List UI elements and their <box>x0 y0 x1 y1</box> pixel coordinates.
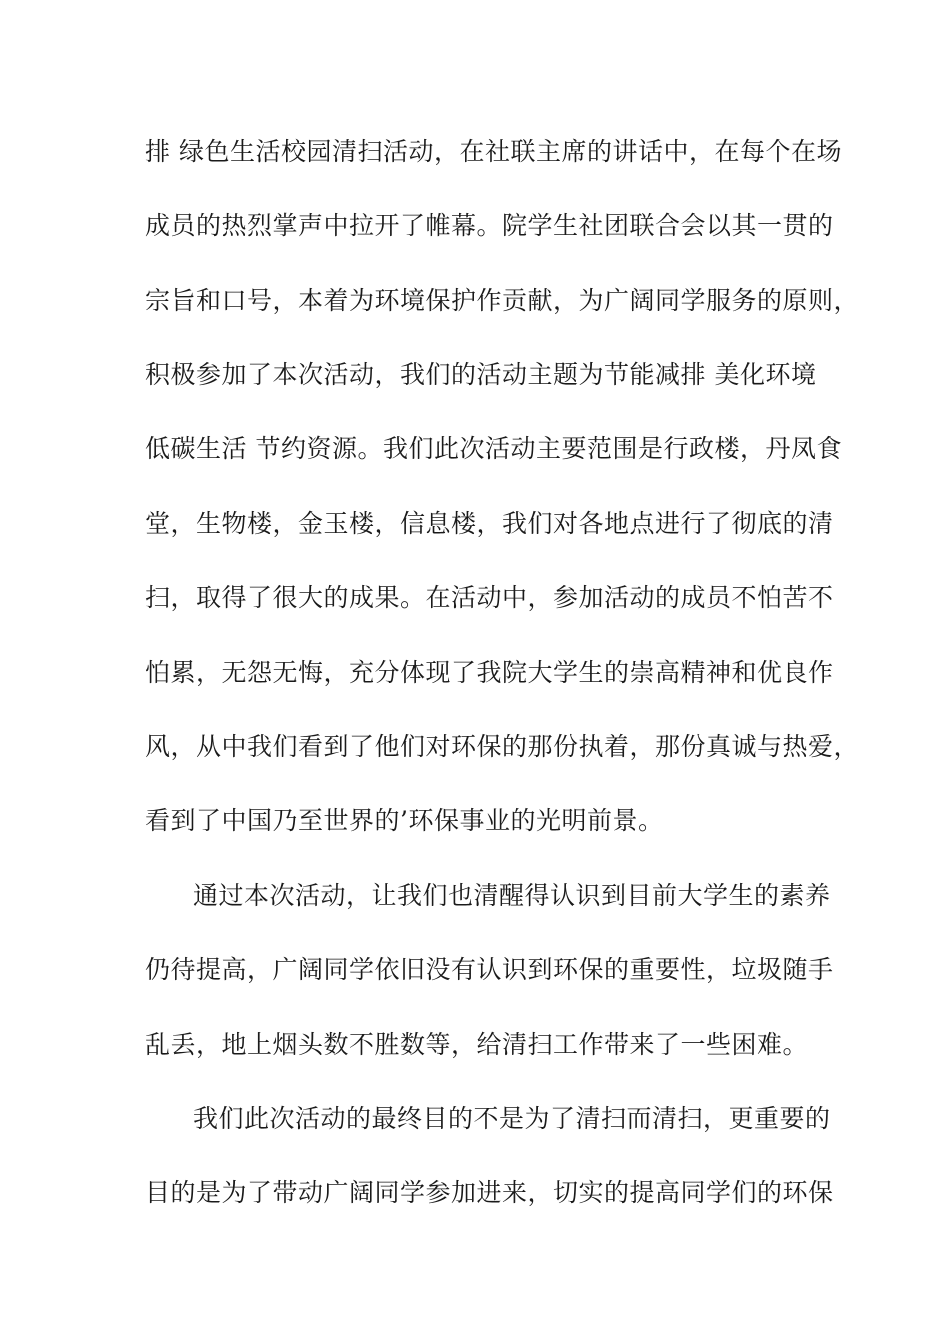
text-line: 宗旨和口号，本着为环境保护作贡献，为广阔同学服务的原则， <box>145 286 860 315</box>
text-line: 通过本次活动，让我们也清醒得认识到目前大学生的素养 <box>193 881 831 910</box>
text-line: 我们此次活动的最终目的不是为了清扫而清扫，更重要的 <box>193 1104 831 1133</box>
text-line: 怕累，无怨无悔，充分体现了我院大学生的崇高精神和优良作 <box>145 658 834 687</box>
text-line: 乱丢，地上烟头数不胜数等，给清扫工作带来了一些困难。 <box>145 1030 809 1059</box>
text-line: 风，从中我们看到了他们对环保的那份执着，那份真诚与热爱， <box>145 732 860 761</box>
text-line: 成员的热烈掌声中拉开了帷幕。院学生社团联合会以其一贯的 <box>145 211 834 240</box>
text-line: 看到了中国乃至世界的’环保事业的光明前景。 <box>145 806 664 835</box>
text-line: 扫，取得了很大的成果。在活动中，参加活动的成员不怕苦不 <box>145 583 834 612</box>
text-line: 排 绿色生活校园清扫活动，在社联主席的讲话中，在每个在场 <box>145 137 842 166</box>
text-line: 仍待提高，广阔同学依旧没有认识到环保的重要性，垃圾随手 <box>145 955 834 984</box>
text-line: 目的是为了带动广阔同学参加进来，切实的提高同学们的环保 <box>145 1178 834 1207</box>
text-line: 低碳生活 节约资源。我们此次活动主要范围是行政楼，丹凤食 <box>145 434 842 463</box>
text-line: 积极参加了本次活动，我们的活动主题为节能减排 美化环境 <box>145 360 817 389</box>
text-line: 堂，生物楼，金玉楼，信息楼，我们对各地点进行了彻底的清 <box>145 509 834 538</box>
